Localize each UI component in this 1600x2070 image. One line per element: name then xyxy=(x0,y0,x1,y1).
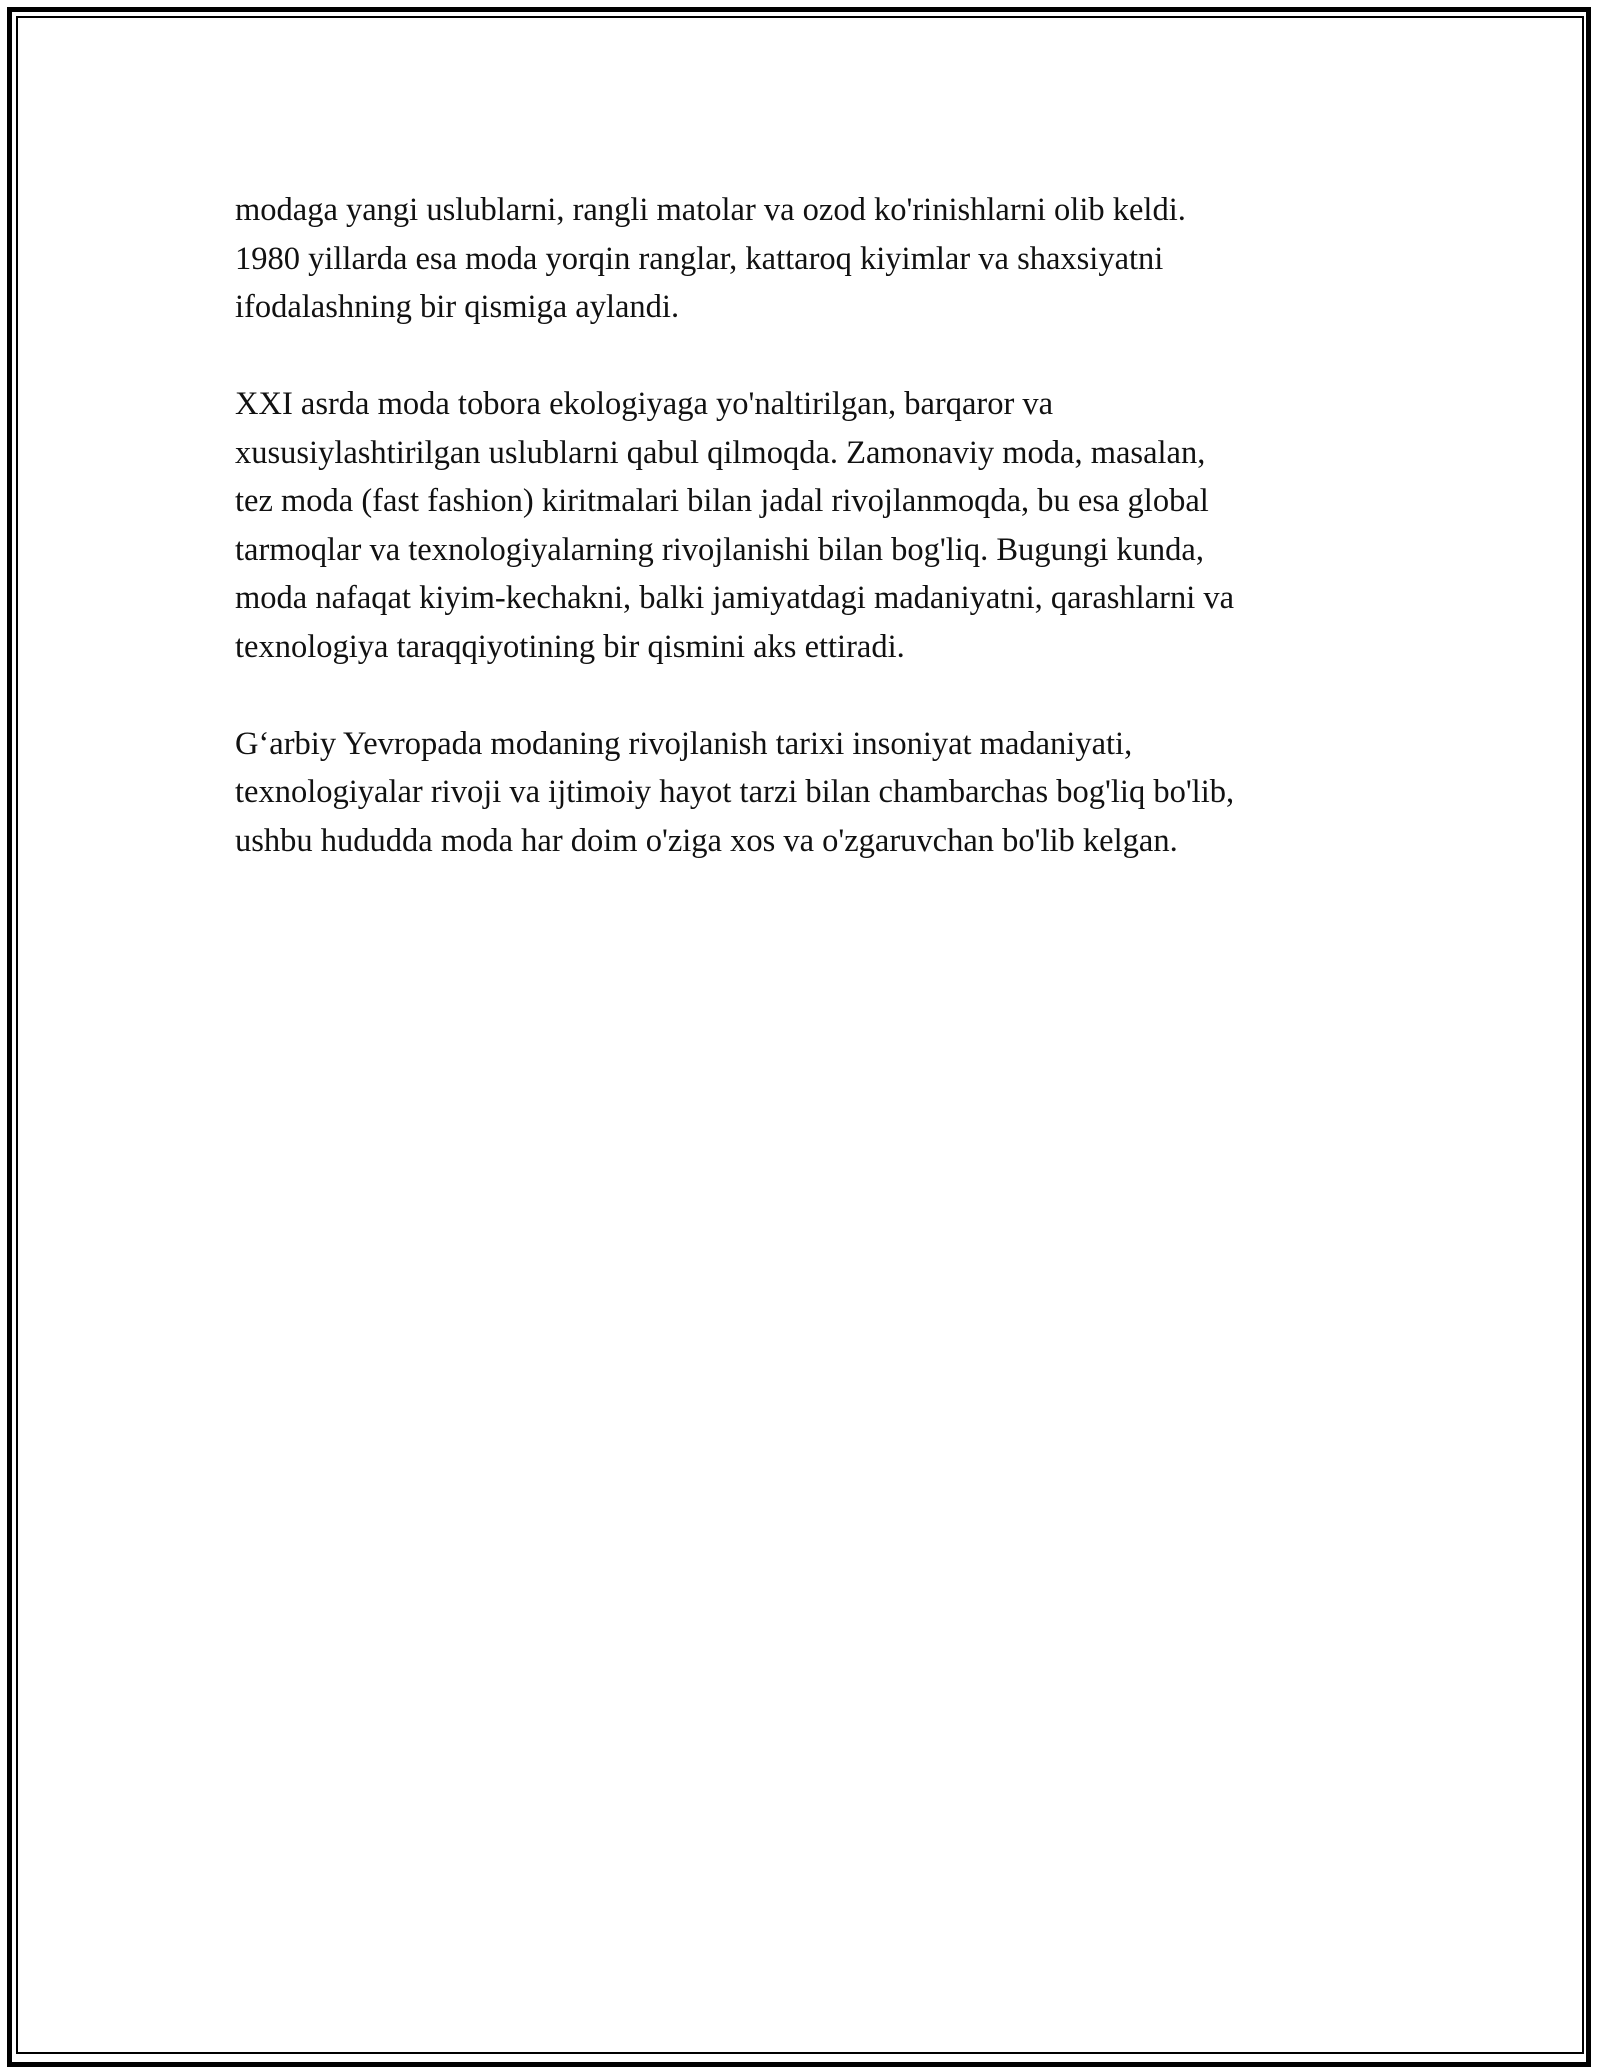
text-line: ifodalashning bir qismiga aylandi. xyxy=(235,289,680,325)
paragraph-2 xyxy=(235,380,1395,671)
text-line: texnologiyalar rivoji va ijtimoiy hayot tarzi bilan chambarchas bog'liq bo'lib, xyxy=(235,774,1235,810)
paragraph-1 xyxy=(235,186,1395,332)
text-line: tez moda (fast fashion) kiritmalari bilan jadal rivojlanmoqda, bu esa global xyxy=(235,483,1209,519)
text-line: texnologiya taraqqiyotining bir qismini aks ettiradi. xyxy=(235,628,905,665)
text-line: tarmoqlar va texnologiyalarning rivojlanishi bilan bog'liq. Bugungi kunda, xyxy=(235,531,1204,568)
text-line: modaga yangi uslublarni, rangli matolar va ozod ko'rinishlarni olib keldi. xyxy=(235,192,1186,228)
paragraph-3 xyxy=(235,720,1395,866)
text-line: XXI asrda moda tobora ekologiyaga yo'naltirilgan, barqaror va xyxy=(235,386,1054,422)
text-line: ushbu hududda moda har doim o'ziga xos va o'zgaruvchan bo'lib kelgan. xyxy=(235,822,1178,859)
document-body xyxy=(235,186,1395,914)
text-line: 1980 yillarda esa moda yorqin ranglar, kattaroq kiyimlar va shaxsiyatni xyxy=(235,240,1164,277)
text-line: moda nafaqat kiyim-kechakni, balki jamiyatdagi madaniyatni, qarashlarni va xyxy=(235,580,1235,616)
text-line: G‘arbiy Yevropada modaning rivojlanish tarixi insoniyat madaniyati, xyxy=(235,725,1133,762)
text-line: xususiylashtirilgan uslublarni qabul qilmoqda. Zamonaviy moda, masalan, xyxy=(235,434,1206,471)
